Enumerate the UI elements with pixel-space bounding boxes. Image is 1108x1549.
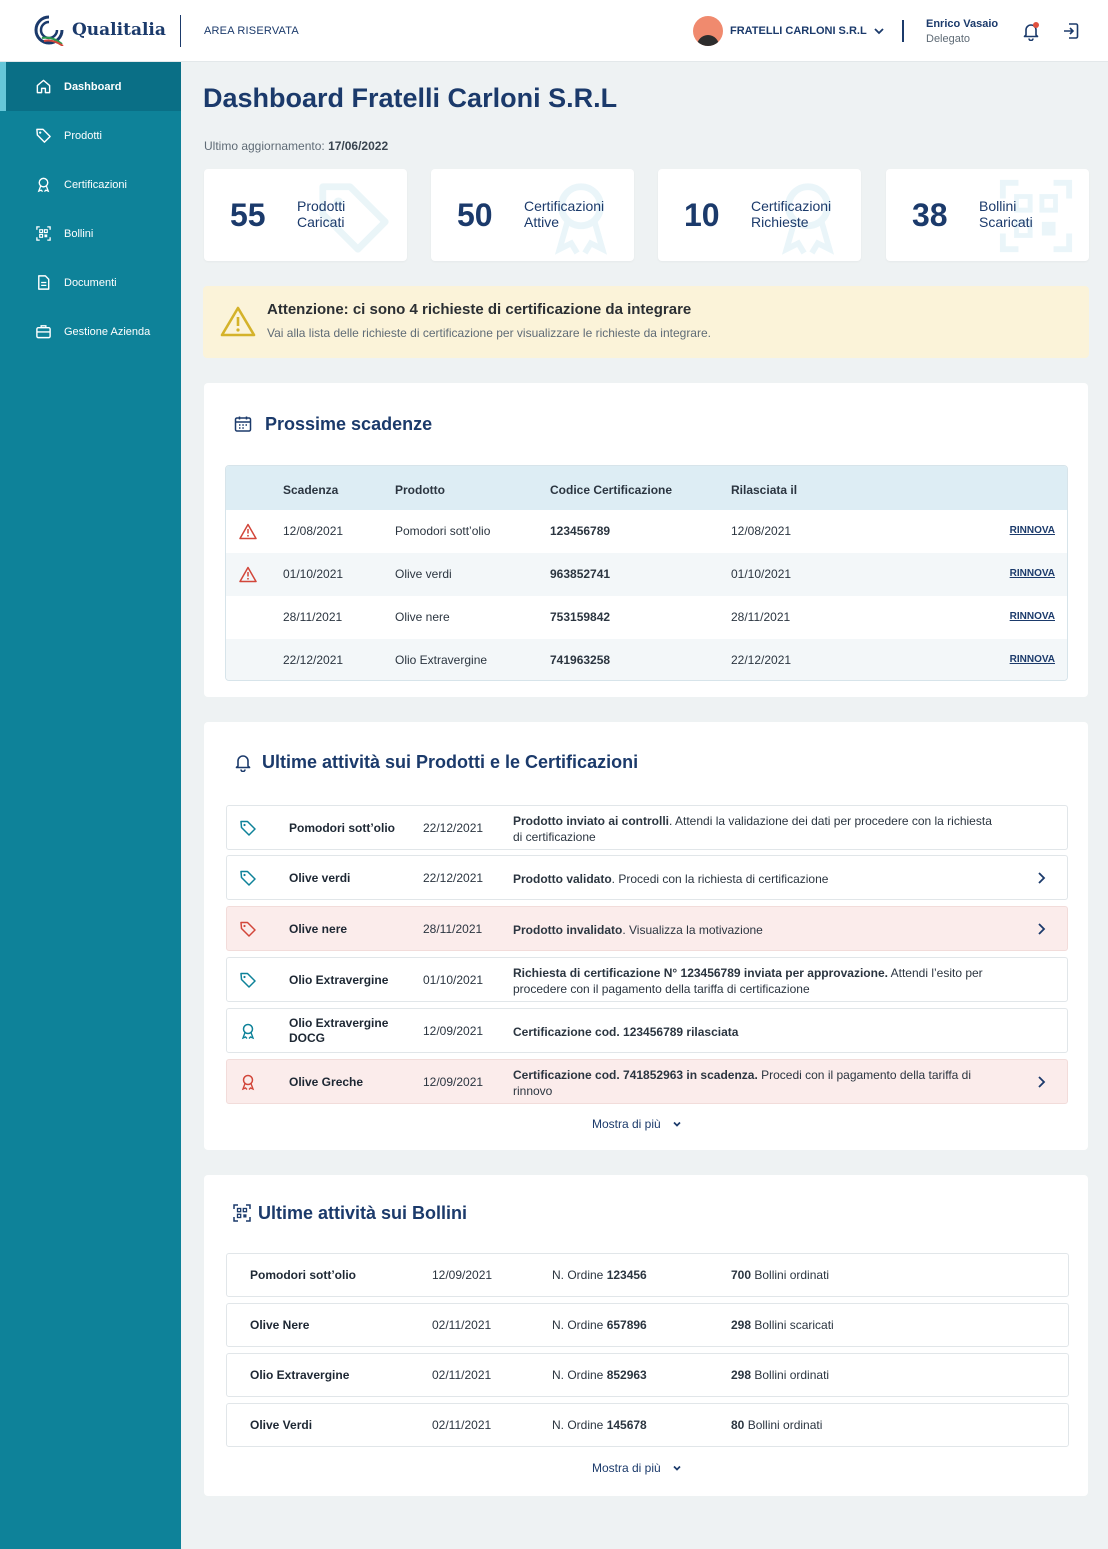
stat-label: Certificazioni Attive <box>524 198 605 230</box>
quantity-value: 298 <box>731 1318 752 1332</box>
activity-item[interactable] <box>226 805 1068 850</box>
cell-scadenza: 12/08/2021 <box>283 524 344 538</box>
bollini-item[interactable] <box>226 1303 1069 1347</box>
chevron-down-icon <box>671 1462 683 1474</box>
activity-date: 22/12/2021 <box>423 821 484 835</box>
quantity-text: Bollini ordinati <box>751 1368 830 1382</box>
stat-value: 38 <box>912 197 948 233</box>
activity-date: 28/11/2021 <box>423 922 483 936</box>
activity-message <box>513 922 1003 938</box>
activity-message-bold: Prodotto invalidato <box>513 923 623 937</box>
bollini-item[interactable] <box>226 1353 1069 1397</box>
cell-prodotto: Pomodori sott’olio <box>395 524 491 538</box>
cell-scadenza: 22/12/2021 <box>283 653 344 667</box>
column-header: Scadenza <box>283 483 339 497</box>
activity-message-text: Attendi l’esito per procedere con il pagamento della tariffa di certificazione <box>513 966 983 996</box>
sidebar-item-label: Dashboard <box>64 80 122 93</box>
activity-message-text: . Attendi la validazione dei dati per procedere con la richiesta di certificazione <box>513 814 992 844</box>
last-update-date: 17/06/2022 <box>328 139 389 153</box>
document-icon <box>35 274 52 291</box>
company-selector[interactable]: FRATELLI CARLONI S.R.L <box>730 25 867 37</box>
alert-title: Attenzione: ci sono 4 richieste di certificazione da integrare <box>267 301 692 318</box>
activity-message <box>513 965 1003 997</box>
award-icon <box>239 1073 257 1091</box>
bollini-date: 02/11/2021 <box>432 1318 492 1332</box>
qr-icon <box>35 225 52 242</box>
cell-prodotto: Olive nere <box>395 610 450 624</box>
sidebar-item-gestione-azienda[interactable] <box>0 307 181 356</box>
activity-message-text: . Visualizza la motivazione <box>622 923 763 937</box>
stat-value: 10 <box>684 197 720 233</box>
bollini-quantity <box>731 1418 822 1432</box>
order-prefix: N. Ordine <box>552 1318 607 1332</box>
bollini-product: Olive Verdi <box>250 1418 313 1432</box>
last-update <box>204 139 388 153</box>
bollini-date: 02/11/2021 <box>432 1418 492 1432</box>
tag-icon <box>239 971 257 989</box>
bollini-item[interactable] <box>226 1403 1069 1447</box>
sidebar-item-prodotti[interactable] <box>0 111 181 160</box>
award-icon <box>239 1022 257 1040</box>
order-prefix: N. Ordine <box>552 1268 607 1282</box>
tag-icon <box>239 819 257 837</box>
chevron-down-icon <box>671 1118 683 1130</box>
bollini-quantity <box>731 1268 829 1282</box>
sidebar-item-label: Documenti <box>64 276 117 289</box>
user-name[interactable]: Enrico Vasaio <box>926 18 999 30</box>
activity-message <box>513 1024 1003 1040</box>
stat-label: Prodotti Caricati <box>297 198 346 230</box>
rinnova-link[interactable]: RINNOVA <box>1009 568 1055 579</box>
activity-message <box>513 1067 1003 1099</box>
activity-message <box>513 813 1003 845</box>
stat-card-certificazioni-richieste[interactable] <box>658 169 861 261</box>
activity-product: Olio Extravergine DOCG <box>289 1016 389 1045</box>
quantity-value: 298 <box>731 1368 752 1382</box>
column-header: Rilasciata il <box>731 483 798 497</box>
cell-rilasciata: 22/12/2021 <box>731 653 792 667</box>
bollini-date: 12/09/2021 <box>432 1268 493 1282</box>
quantity-text: Bollini scaricati <box>751 1318 834 1332</box>
home-icon <box>35 78 52 95</box>
deadlines-title: Prossime scadenze <box>265 414 433 434</box>
chevron-right-icon[interactable] <box>1033 1074 1049 1090</box>
bollini-product: Pomodori sott’olio <box>250 1268 356 1282</box>
cell-codice: 741963258 <box>550 653 611 667</box>
rinnova-link[interactable]: RINNOVA <box>1009 525 1055 536</box>
activity-product: Olive verdi <box>289 871 351 885</box>
notification-dot <box>1033 22 1039 28</box>
stat-label: Certificazioni Richieste <box>751 198 832 230</box>
table-row <box>226 510 1068 553</box>
last-update-label: Ultimo aggiornamento: <box>204 139 329 153</box>
show-more-label: Mostra di più <box>592 1461 661 1475</box>
table-row <box>226 596 1068 639</box>
order-number: 852963 <box>606 1368 647 1382</box>
tag-icon <box>239 920 257 938</box>
bollini-quantity <box>731 1318 834 1332</box>
warning-icon <box>239 566 257 583</box>
activity-message <box>513 871 1003 887</box>
area-label: AREA RISERVATA <box>204 25 299 37</box>
sidebar-item-dashboard[interactable] <box>0 62 181 111</box>
column-header: Codice Certificazione <box>550 483 673 497</box>
activity-date: 12/09/2021 <box>423 1075 484 1089</box>
activity-message-text: . Procedi con la richiesta di certificazione <box>611 872 829 886</box>
deadlines-table <box>225 465 1068 681</box>
calendar-icon <box>233 414 253 434</box>
bollini-order <box>552 1418 647 1432</box>
activity-message-bold: Richiesta di certificazione N° 123456789 inviata per approvazione. <box>513 966 888 980</box>
logout-icon[interactable] <box>1061 21 1081 41</box>
logo-text: Qualitalia <box>72 20 166 40</box>
table-row <box>226 553 1068 596</box>
cell-codice: 123456789 <box>550 524 611 538</box>
header-divider <box>902 20 904 42</box>
chevron-right-icon[interactable] <box>1033 921 1049 937</box>
activity-item[interactable] <box>226 906 1068 951</box>
bollini-order <box>552 1268 647 1282</box>
order-number: 145678 <box>606 1418 647 1432</box>
warning-icon <box>220 305 256 337</box>
qr-icon <box>232 1203 252 1223</box>
cell-prodotto: Olive verdi <box>395 567 452 581</box>
sidebar-item-label: Prodotti <box>64 129 102 142</box>
bollini-order <box>552 1368 647 1382</box>
column-header: Prodotto <box>395 483 445 497</box>
show-more-label: Mostra di più <box>592 1117 661 1131</box>
activity-message-text: Procedi con il pagamento della tariffa di rinnovo <box>513 1068 972 1098</box>
chevron-down-icon[interactable] <box>872 24 886 38</box>
order-prefix: N. Ordine <box>552 1368 607 1382</box>
sidebar-item-certificazioni[interactable] <box>0 160 181 209</box>
bollini-product: Olive Nere <box>250 1318 310 1332</box>
activity-product: Pomodori sott’olio <box>289 821 395 835</box>
bollini-quantity <box>731 1368 829 1382</box>
sidebar-item-label: Bollini <box>64 227 94 240</box>
bollini-title: Ultime attività sui Bollini <box>258 1203 468 1223</box>
sidebar-item-label: Certificazioni <box>64 178 127 191</box>
rinnova-link[interactable]: RINNOVA <box>1009 611 1055 622</box>
bollini-order <box>552 1318 647 1332</box>
stat-value: 55 <box>230 197 266 233</box>
cell-scadenza: 28/11/2021 <box>283 610 343 624</box>
tag-icon <box>35 127 52 144</box>
activity-item[interactable] <box>226 957 1068 1002</box>
activity-item[interactable] <box>226 1059 1068 1104</box>
stat-card-prodotti[interactable] <box>204 169 407 261</box>
sidebar <box>0 62 181 1549</box>
cell-codice: 753159842 <box>550 610 611 624</box>
award-icon <box>35 176 52 193</box>
activity-message-bold: Prodotto inviato ai controlli <box>513 814 669 828</box>
activity-product: Olive Greche <box>289 1075 364 1089</box>
logo[interactable] <box>32 14 166 46</box>
warning-alert[interactable] <box>203 286 1089 358</box>
page-title: Dashboard Fratelli Carloni S.R.L <box>203 83 618 113</box>
stat-card-certificazioni-attive[interactable] <box>431 169 634 261</box>
tag-icon <box>239 869 257 887</box>
quantity-text: Bollini ordinati <box>751 1268 830 1282</box>
sidebar-item-bollini[interactable] <box>0 209 181 258</box>
cell-scadenza: 01/10/2021 <box>283 567 344 581</box>
sidebar-item-label: Gestione Azienda <box>64 325 151 338</box>
bollini-product: Olio Extravergine <box>250 1368 350 1382</box>
stat-value: 50 <box>457 197 493 233</box>
activity-date: 22/12/2021 <box>423 871 484 885</box>
stat-card-bollini[interactable] <box>886 169 1089 261</box>
top-header <box>0 0 1108 62</box>
order-prefix: N. Ordine <box>552 1418 607 1432</box>
cell-prodotto: Olio Extravergine <box>395 653 488 667</box>
show-more-bollini-button[interactable] <box>592 1461 683 1475</box>
user-role: Delegato <box>926 33 971 45</box>
activity-product: Olio Extravergine <box>289 973 389 987</box>
quantity-text: Bollini ordinati <box>744 1418 823 1432</box>
stat-label: Bollini Scaricati <box>979 198 1033 230</box>
table-header <box>226 466 1068 510</box>
activities-title: Ultime attività sui Prodotti e le Certificazioni <box>262 752 639 772</box>
bollini-item[interactable] <box>226 1253 1069 1297</box>
bell-icon <box>233 752 253 772</box>
activity-item[interactable] <box>226 1008 1068 1053</box>
company-avatar[interactable] <box>693 16 723 46</box>
cell-rilasciata: 28/11/2021 <box>731 610 791 624</box>
chevron-right-icon[interactable] <box>1033 870 1049 886</box>
bollini-date: 02/11/2021 <box>432 1368 492 1382</box>
briefcase-icon <box>35 323 52 340</box>
activity-message-bold: Prodotto validato <box>513 872 612 886</box>
activity-message-bold: Certificazione cod. 123456789 rilasciata <box>513 1025 739 1039</box>
show-more-activities-button[interactable] <box>592 1117 683 1131</box>
order-number: 657896 <box>606 1318 647 1332</box>
sidebar-item-documenti[interactable] <box>0 258 181 307</box>
cell-rilasciata: 01/10/2021 <box>731 567 792 581</box>
quantity-value: 700 <box>731 1268 752 1282</box>
cell-codice: 963852741 <box>550 567 611 581</box>
activity-date: 12/09/2021 <box>423 1024 484 1038</box>
activity-item[interactable] <box>226 855 1068 900</box>
warning-icon <box>239 523 257 540</box>
activity-date: 01/10/2021 <box>423 973 484 987</box>
rinnova-link[interactable]: RINNOVA <box>1009 654 1055 665</box>
alert-text: Vai alla lista delle richieste di certificazione per visualizzare le richieste da integrare. <box>267 326 711 340</box>
qualitalia-logo-icon <box>32 14 66 46</box>
activity-product: Olive nere <box>289 922 348 936</box>
header-divider <box>180 15 181 47</box>
order-number: 123456 <box>606 1268 647 1282</box>
cell-rilasciata: 12/08/2021 <box>731 524 792 538</box>
table-row <box>226 639 1068 681</box>
activity-message-bold: Certificazione cod. 741852963 in scadenza. <box>513 1068 758 1082</box>
quantity-value: 80 <box>731 1418 745 1432</box>
